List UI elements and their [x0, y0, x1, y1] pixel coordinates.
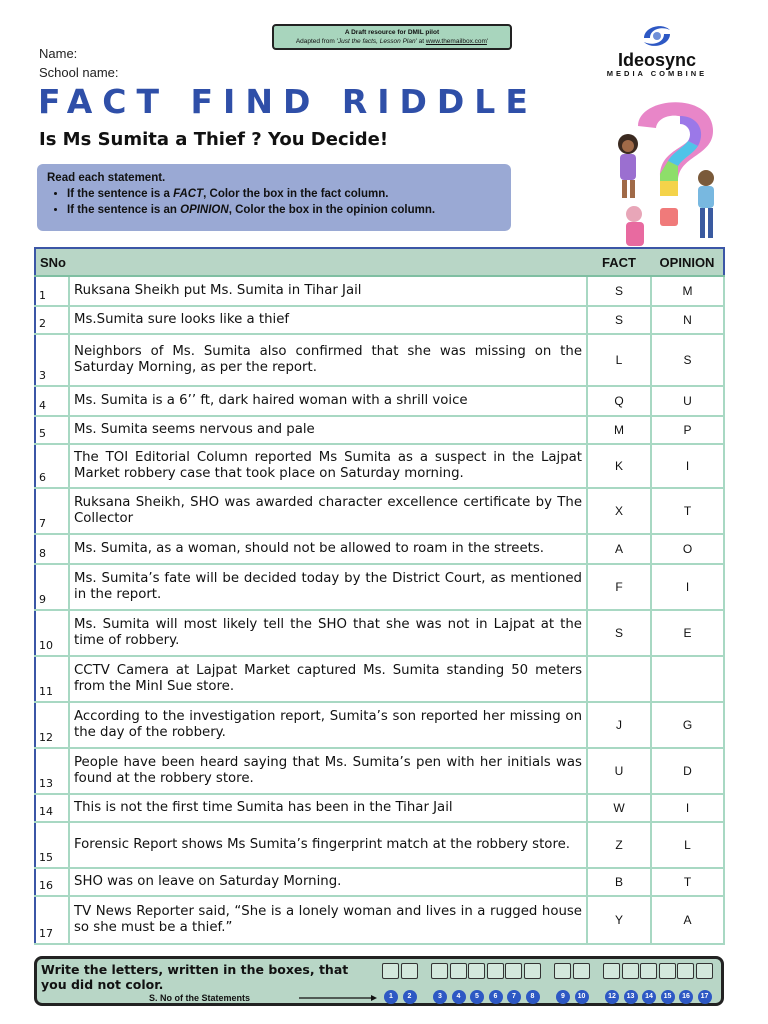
adapted-from: Adapted from 'Just the facts, Lesson Plan' at www.themailbox.com' [295, 38, 489, 45]
row-statement: TV News Reporter said, “She is a lonely woman and lives in a rugged house so she must be a thief.” [69, 896, 587, 944]
table-row [35, 386, 724, 416]
instruction-item: • If the sentence is an OPINION, Color the box in the opinion column. [67, 202, 501, 218]
opinion-box[interactable]: N [651, 306, 724, 334]
opinion-box[interactable]: E [651, 610, 724, 656]
statement-number-circle: 15 [661, 990, 675, 1004]
row-sno: 12 [35, 702, 69, 748]
instructions-heading: Read each statement. [47, 172, 166, 184]
answer-box[interactable] [524, 963, 541, 979]
name-label: Name: [39, 46, 78, 61]
instructions-box [37, 164, 511, 231]
fact-box[interactable]: S [587, 306, 651, 334]
source-link[interactable]: www.themailbox.com [425, 38, 487, 45]
opinion-box[interactable]: S [651, 334, 724, 386]
fact-box[interactable]: K [587, 444, 651, 488]
row-statement: Ms. Sumita seems nervous and pale [69, 416, 587, 444]
table-header-row [35, 248, 724, 276]
answer-box[interactable] [487, 963, 504, 979]
table-row [35, 896, 724, 944]
answer-box[interactable] [603, 963, 620, 979]
header-statement [69, 248, 587, 276]
table-row [35, 334, 724, 386]
fact-box[interactable] [587, 656, 651, 702]
table-row [35, 488, 724, 534]
page-title: FACT FIND RIDDLE [38, 82, 538, 121]
row-sno: 14 [35, 794, 69, 822]
header-fact: FACT [587, 248, 651, 276]
answer-box[interactable] [573, 963, 590, 979]
logo-tagline: MEDIA COMBINE [606, 69, 708, 78]
school-name-label: School name: [39, 65, 119, 80]
opinion-box[interactable]: L [651, 822, 724, 868]
fact-box[interactable]: S [587, 276, 651, 306]
answer-box[interactable] [696, 963, 713, 979]
answer-strip [34, 956, 724, 1006]
row-statement: Ms. Sumita is a 6’’ ft, dark haired woman with a shrill voice [69, 386, 587, 416]
answer-box[interactable] [401, 963, 418, 979]
row-statement: This is not the first time Sumita has been in the Tihar Jail [69, 794, 587, 822]
row-sno: 9 [35, 564, 69, 610]
table-row [35, 794, 724, 822]
fact-box[interactable]: L [587, 334, 651, 386]
answer-box[interactable] [468, 963, 485, 979]
opinion-box[interactable]: U [651, 386, 724, 416]
table-row [35, 822, 724, 868]
table-row [35, 444, 724, 488]
statement-number-circle: 7 [507, 990, 521, 1004]
row-sno: 15 [35, 822, 69, 868]
table-row [35, 306, 724, 334]
table-row [35, 564, 724, 610]
instructions-list [67, 186, 501, 218]
row-statement: Ms. Sumita, as a woman, should not be allowed to roam in the streets. [69, 534, 587, 564]
fact-box[interactable]: U [587, 748, 651, 794]
table-row [35, 868, 724, 896]
fact-box[interactable]: A [587, 534, 651, 564]
opinion-box[interactable]: D [651, 748, 724, 794]
answer-instruction: Write the letters, written in the boxes, that you did not color. [41, 962, 349, 992]
row-statement: Neighbors of Ms. Sumita also confirmed that she was missing on the Saturday Morning, as per the report. [69, 334, 587, 386]
statement-number-circle: 1 [384, 990, 398, 1004]
draft-notice [272, 24, 512, 50]
fact-box[interactable]: Z [587, 822, 651, 868]
statement-number-circle: 9 [556, 990, 570, 1004]
table-row [35, 610, 724, 656]
row-statement: Ruksana Sheikh, SHO was awarded character excellence certificate by The Collector [69, 488, 587, 534]
fact-box[interactable]: F [587, 564, 651, 610]
table-row [35, 748, 724, 794]
answer-box[interactable] [554, 963, 571, 979]
row-statement: According to the investigation report, Sumita’s son reported her missing on the day of the robbery. [69, 702, 587, 748]
opinion-box[interactable]: I [651, 444, 724, 488]
opinion-box[interactable]: G [651, 702, 724, 748]
fact-box[interactable]: Q [587, 386, 651, 416]
row-statement: The TOI Editorial Column reported Ms Sumita as a suspect in the Lajpat Market robbery case that took place on Saturday morning. [69, 444, 587, 488]
opinion-box[interactable]: P [651, 416, 724, 444]
row-sno: 6 [35, 444, 69, 488]
row-statement: Ms.Sumita sure looks like a thief [69, 306, 587, 334]
fact-box[interactable]: J [587, 702, 651, 748]
opinion-box[interactable]: T [651, 488, 724, 534]
instruction-item: • If the sentence is a FACT, Color the box in the fact column. [67, 186, 501, 202]
row-statement: People have been heard saying that Ms. Sumita’s pen with her initials was found at the robbery store. [69, 748, 587, 794]
row-sno: 10 [35, 610, 69, 656]
answer-box[interactable] [450, 963, 467, 979]
row-sno: 4 [35, 386, 69, 416]
fact-box[interactable]: X [587, 488, 651, 534]
sno-label: S. No of the Statements [149, 993, 251, 1003]
row-sno: 7 [35, 488, 69, 534]
row-sno: 1 [35, 276, 69, 306]
row-statement: SHO was on leave on Saturday Morning. [69, 868, 587, 896]
statement-number-circle: 4 [452, 990, 466, 1004]
statement-number-circle: 16 [679, 990, 693, 1004]
row-statement: Ms. Sumita’s fate will be decided today by the District Court, as mentioned in the report. [69, 564, 587, 610]
fact-box[interactable]: B [587, 868, 651, 896]
table-row [35, 656, 724, 702]
logo-swirl-icon [640, 22, 674, 50]
statement-number-circle: 8 [526, 990, 540, 1004]
fact-box[interactable]: S [587, 610, 651, 656]
table-row [35, 534, 724, 564]
arrow-right-icon [299, 994, 379, 1002]
statement-number-circle: 6 [489, 990, 503, 1004]
page-subtitle: Is Ms Sumita a Thief ? You Decide! [39, 129, 389, 150]
row-sno: 17 [35, 896, 69, 944]
row-statement: Forensic Report shows Ms Sumita’s fingerprint match at the robbery store. [69, 822, 587, 868]
row-sno: 16 [35, 868, 69, 896]
ideosync-logo [592, 22, 722, 80]
statement-number-circle: 14 [642, 990, 656, 1004]
statement-number-circle: 3 [433, 990, 447, 1004]
statement-number-circle: 17 [698, 990, 712, 1004]
opinion-box[interactable]: O [651, 534, 724, 564]
answer-box[interactable] [622, 963, 639, 979]
logo-brand: Ideosync [617, 50, 697, 70]
row-sno: 13 [35, 748, 69, 794]
puzzle-question-mark-illustration [598, 86, 728, 248]
opinion-box[interactable]: I [651, 564, 724, 610]
answer-box[interactable] [505, 963, 522, 979]
row-sno: 11 [35, 656, 69, 702]
fact-box[interactable]: W [587, 794, 651, 822]
table-row [35, 702, 724, 748]
row-statement: Ruksana Sheikh put Ms. Sumita in Tihar Jail [69, 276, 587, 306]
fact-box[interactable]: M [587, 416, 651, 444]
row-sno: 5 [35, 416, 69, 444]
statement-number-circle: 2 [403, 990, 417, 1004]
answer-box[interactable] [431, 963, 448, 979]
table-row [35, 416, 724, 444]
draft-title: A Draft resource for DMIL pilot [344, 29, 440, 36]
row-sno: 8 [35, 534, 69, 564]
row-sno: 3 [35, 334, 69, 386]
fact-opinion-table [34, 247, 725, 945]
answer-box[interactable] [382, 963, 399, 979]
opinion-box[interactable]: T [651, 868, 724, 896]
opinion-box[interactable]: M [651, 276, 724, 306]
row-statement: CCTV Camera at Lajpat Market captured Ms. Sumita standing 50 meters from the MinI Sue store. [69, 656, 587, 702]
statement-number-circle: 13 [624, 990, 638, 1004]
statement-number-circle: 10 [575, 990, 589, 1004]
statement-number-circle: 12 [605, 990, 619, 1004]
row-statement: Ms. Sumita will most likely tell the SHO that she was not in Lajpat at the time of robbery. [69, 610, 587, 656]
answer-box[interactable] [640, 963, 657, 979]
header-opinion: OPINION [651, 248, 724, 276]
row-sno: 2 [35, 306, 69, 334]
answer-box[interactable] [659, 963, 676, 979]
table-row [35, 276, 724, 306]
opinion-box[interactable]: I [651, 794, 724, 822]
fact-box[interactable]: Y [587, 896, 651, 944]
statement-number-circle: 5 [470, 990, 484, 1004]
opinion-box[interactable]: A [651, 896, 724, 944]
header-sno: SNo [35, 248, 69, 276]
opinion-box[interactable] [651, 656, 724, 702]
answer-box[interactable] [677, 963, 694, 979]
